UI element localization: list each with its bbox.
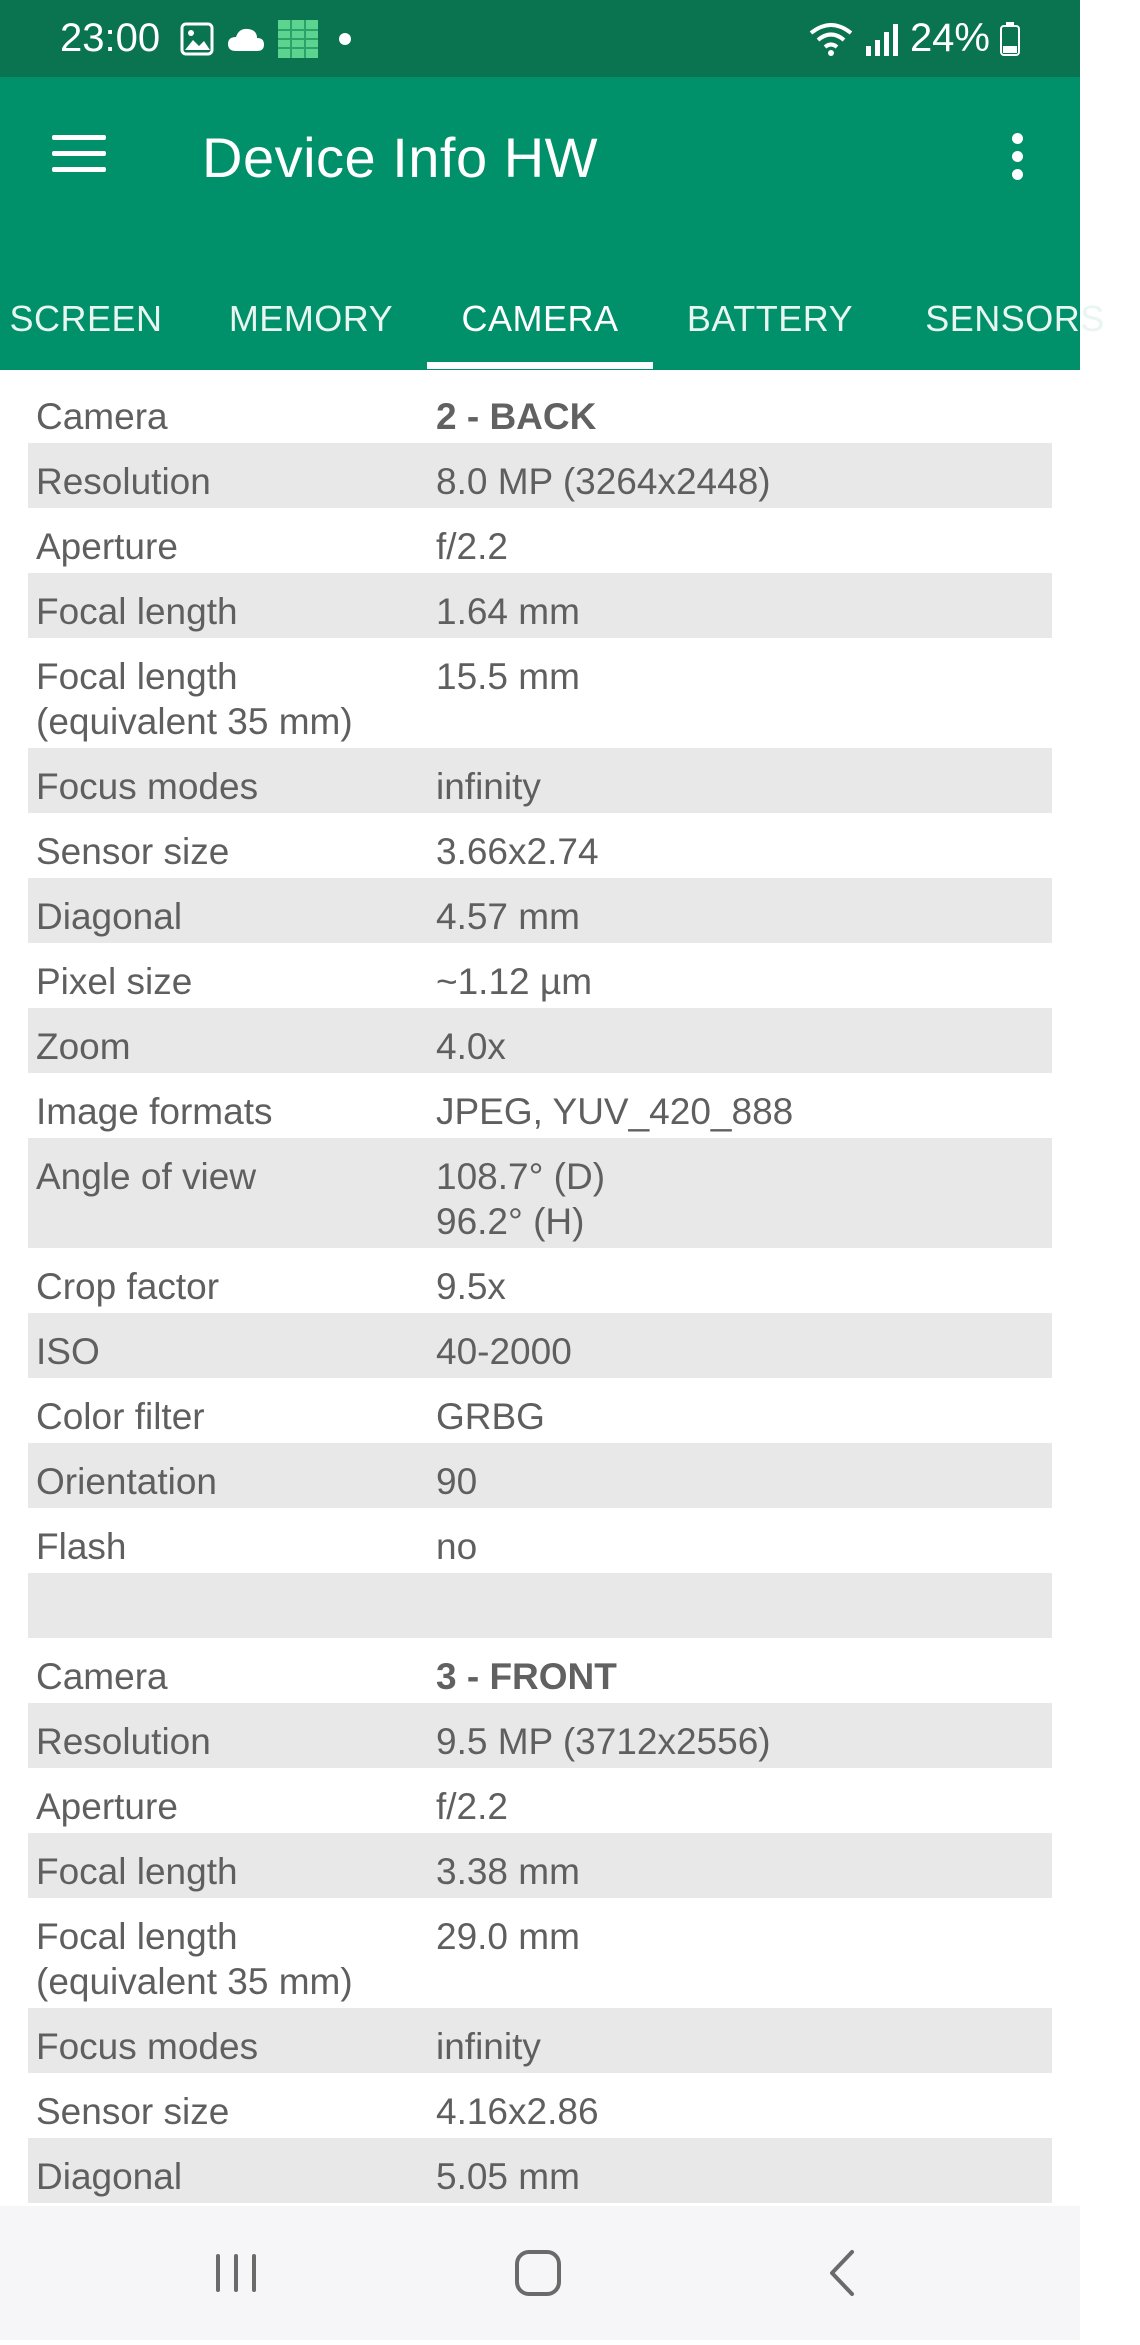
- table-row: Orientation 90: [28, 1443, 1052, 1508]
- status-icons-left: [180, 20, 360, 58]
- camera-info-list[interactable]: [28, 378, 1052, 2205]
- tab-camera[interactable]: CAMERA: [461, 297, 619, 339]
- table-row: Focal length (equivalent 35 mm) 15.5 mm: [36, 656, 580, 742]
- table-row: Aperture f/2.2: [36, 1786, 508, 1827]
- wifi-icon: [808, 21, 854, 57]
- tab-bar: [0, 267, 1105, 370]
- cloud-icon: [226, 25, 266, 53]
- dot-icon: [330, 29, 360, 49]
- table-row: Diagonal 4.57 mm: [28, 878, 1052, 943]
- section-divider: [28, 1573, 1052, 1638]
- grid-icon: [278, 20, 318, 58]
- table-row: Resolution 8.0 MP (3264x2448): [28, 443, 1052, 508]
- tab-battery[interactable]: BATTERY: [686, 297, 854, 339]
- home-icon: [478, 2206, 598, 2340]
- battery-percent: 24%: [909, 16, 990, 60]
- table-row: Resolution 9.5 MP (3712x2556): [28, 1703, 1052, 1768]
- image-icon: [180, 22, 214, 56]
- recent-apps-button[interactable]: [176, 2206, 296, 2340]
- tab-screen[interactable]: SCREEN: [9, 297, 163, 339]
- table-row: Focal length (equivalent 35 mm) 29.0 mm: [36, 1916, 580, 2002]
- status-icons-right: [808, 16, 1020, 61]
- app-title: Device Info HW: [202, 126, 598, 189]
- table-row: Flash no: [36, 1526, 478, 1567]
- table-row: Focus modes infinity: [28, 748, 1052, 813]
- battery-icon: [1000, 22, 1020, 56]
- table-row: Sensor size 3.66x2.74: [36, 831, 599, 872]
- table-row: Focal length 3.38 mm: [28, 1833, 1052, 1898]
- tab-memory[interactable]: MEMORY: [228, 297, 394, 339]
- table-row: Zoom 4.0x: [28, 1008, 1052, 1073]
- system-nav-bar: [0, 2206, 1080, 2340]
- tab-sensors[interactable]: SENSORS: [925, 297, 1105, 339]
- table-row: Pixel size ~1.12 µm: [36, 961, 593, 1002]
- table-row: Sensor size 4.16x2.86: [36, 2091, 599, 2132]
- back-icon: [782, 2206, 902, 2340]
- tab-indicator: [427, 362, 653, 369]
- table-row: Diagonal 5.05 mm: [28, 2138, 1052, 2203]
- table-row: ISO 40-2000: [28, 1313, 1052, 1378]
- app-bar: [0, 77, 1105, 370]
- status-bar: [0, 0, 1080, 77]
- table-row: Image formats JPEG, YUV_420_888: [36, 1091, 794, 1132]
- table-row: Focus modes infinity: [28, 2008, 1052, 2073]
- status-time: 23:00: [60, 16, 161, 60]
- table-row: Camera 2 - BACK: [36, 396, 597, 437]
- back-button[interactable]: [782, 2206, 902, 2340]
- recent-apps-icon: [176, 2206, 296, 2340]
- table-row: Angle of view 108.7° (D) 96.2° (H): [28, 1138, 1052, 1248]
- table-row: Color filter GRBG: [36, 1396, 545, 1437]
- signal-icon: [864, 22, 900, 56]
- table-row: Aperture f/2.2: [36, 526, 508, 567]
- home-button[interactable]: [478, 2206, 598, 2340]
- table-row: Crop factor 9.5x: [36, 1266, 506, 1307]
- more-options-icon[interactable]: [1008, 133, 1028, 183]
- table-row: Camera 3 - FRONT: [36, 1656, 617, 1697]
- menu-icon[interactable]: [52, 135, 106, 175]
- table-row: Focal length 1.64 mm: [28, 573, 1052, 638]
